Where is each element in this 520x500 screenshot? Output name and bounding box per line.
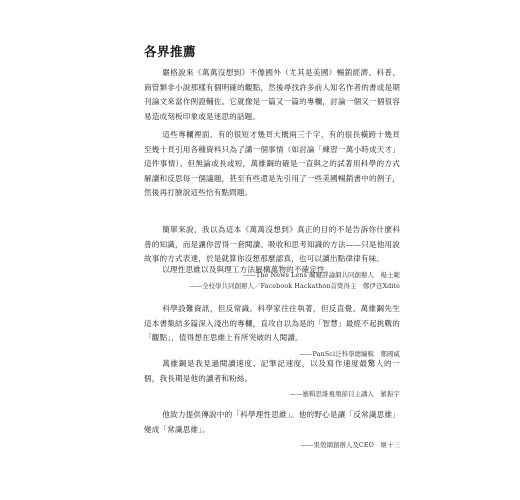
- endorsement-text: 以理性思維以及與理工方法解構萬物的不確定性。: [162, 265, 333, 274]
- endorsement-block: [144, 128, 400, 201]
- section-heading: 各界推薦: [144, 44, 197, 59]
- endorsement-attribution: ——The News Lens 關鍵評論網共同創辦人 楊士範: [242, 270, 400, 279]
- endorsement-text: 他致力提供傳說中的「科學理性思維」。他的野心是讓「反常識思維」變成「常識思維」。: [144, 410, 400, 434]
- endorsement-block: [144, 263, 400, 292]
- endorsement-block: [144, 302, 400, 360]
- endorsement-text: 這些專欄裡面，有的很短才幾頁大概兩三千字，有的很長橫跨十幾頁至幾十頁引用各種資料只為了講一個事情（如討論「練習一萬小時成天才」這件事情）。但無論或長或短，萬維鋼的確是一直與之的試著用科學的方式解讀和反思每一個議題，甚至有些還是先引用了一些美國暢銷書中的例子，然後再打臉說這些恰有點問題。: [144, 130, 400, 198]
- endorsement-block: [144, 66, 400, 124]
- endorsement-block: [144, 408, 400, 451]
- endorsement-attribution: ——羅輯思維視頻節目主講人 羅振宇: [289, 390, 400, 399]
- endorsement-block: [144, 357, 400, 400]
- endorsement-text: 嚴格說來《萬萬沒想到》不像國外（尤其是美國）暢銷經濟、科普、商管類非小說那樣有個明確的觀點，然後尋找許多前人知名作者的書或是期刊論文來當作例證輔佐。它就像是一篇又一篇的專欄，討論一個又一個很容易造成刻板印象或是迷思的話題。: [144, 68, 400, 121]
- endorsement-attribution: ——果殼網創辦人及CEO 姬十三: [300, 441, 400, 450]
- endorsement-text: 簡單來說，我以為這本《萬萬沒想到》真正的目的不是告訴你什麼科普的知識，而是讓你習得一套閱讀、吸收和思考知識的方法——只是他用說故事的方式表達，於是就算你沒想那麼認真，也可以讀出點律律有味。: [144, 225, 400, 264]
- endorsement-text: 萬維鋼是我見過閱讀速度、記筆記速度，以及寫作速度最驚人的一個，我長期是他的讀者和粉絲。: [144, 359, 400, 383]
- endorsement-attribution: ——全校學共同創辦人／Facebook Hackathon首獎得主 鄭伊廷Xdite: [189, 281, 400, 290]
- endorsement-attribution: ——PanSci泛科學總編輯 鄭國威: [299, 349, 400, 358]
- endorsement-text: 科學設難資訊，但反常識。科學家往往執著，但反直覺。萬維鋼先生這本書集結多篇深入淺出的專欄，直攻自以為是的「智慧」最經不起挑戰的「觀點」，值得想在思維上有所突破的人閱讀。: [144, 304, 400, 343]
